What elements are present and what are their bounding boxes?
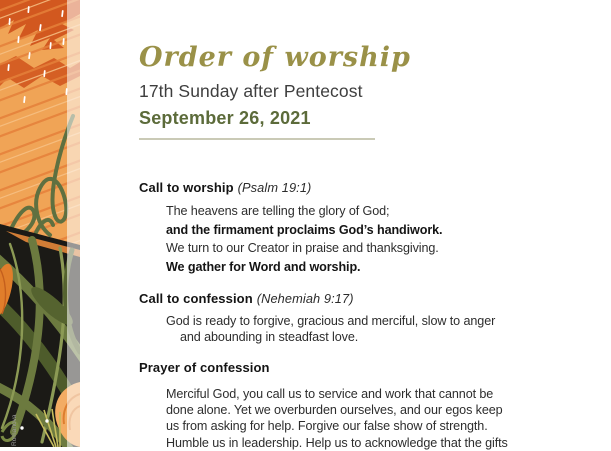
scripture-reference: (Nehemiah 9:17) [256, 291, 354, 306]
order-of-worship-content [139, 0, 559, 450]
section-prayer-of-confession [139, 360, 559, 451]
page-title-script: Order of worship [139, 42, 411, 73]
section-title: Call to worship (Psalm 19:1) [139, 180, 312, 195]
liturgy-line: God is ready to forgive, gracious and merciful, slow to anger [166, 314, 496, 328]
liturgy-line: We gather for Word and worship. [166, 259, 361, 274]
scripture-reference: (Psalm 19:1) [237, 180, 312, 195]
section-body [166, 313, 559, 345]
section-body [166, 386, 559, 451]
liturgy-line: us from asking for help. Forgive our false show of strength. [166, 419, 488, 434]
liturgy-line: We turn to our Creator in praise and thanksgiving. [166, 241, 439, 256]
liturgy-line: and abounding in steadfast love. [180, 330, 359, 345]
artist-credit-text: Romanova [11, 414, 18, 446]
liturgy-line: Humble us in leadership. Help us to acknowledge that the gifts [166, 435, 508, 450]
section-title: Prayer of confession [139, 360, 270, 375]
liturgy-line: Merciful God, you call us to service and work that cannot be [166, 387, 494, 401]
light-overlay-band [67, 0, 80, 447]
section-title: Call to confession (Nehemiah 9:17) [139, 291, 354, 306]
liturgy-line: and the firmament proclaims God’s handiwork. [166, 222, 443, 237]
liturgy-line: done alone. Yet we overburden ourselves, and our egos keep [166, 403, 503, 418]
liturgy-line: The heavens are telling the glory of God; [166, 204, 390, 218]
section-body [166, 202, 559, 276]
service-date: September 26, 2021 [139, 108, 311, 128]
sections [139, 0, 559, 450]
section-call-to-confession [139, 291, 559, 345]
sidebar-artwork [0, 0, 80, 447]
sunday-subtitle: 17th Sunday after Pentecost [139, 81, 363, 101]
section-call-to-worship [139, 180, 559, 276]
